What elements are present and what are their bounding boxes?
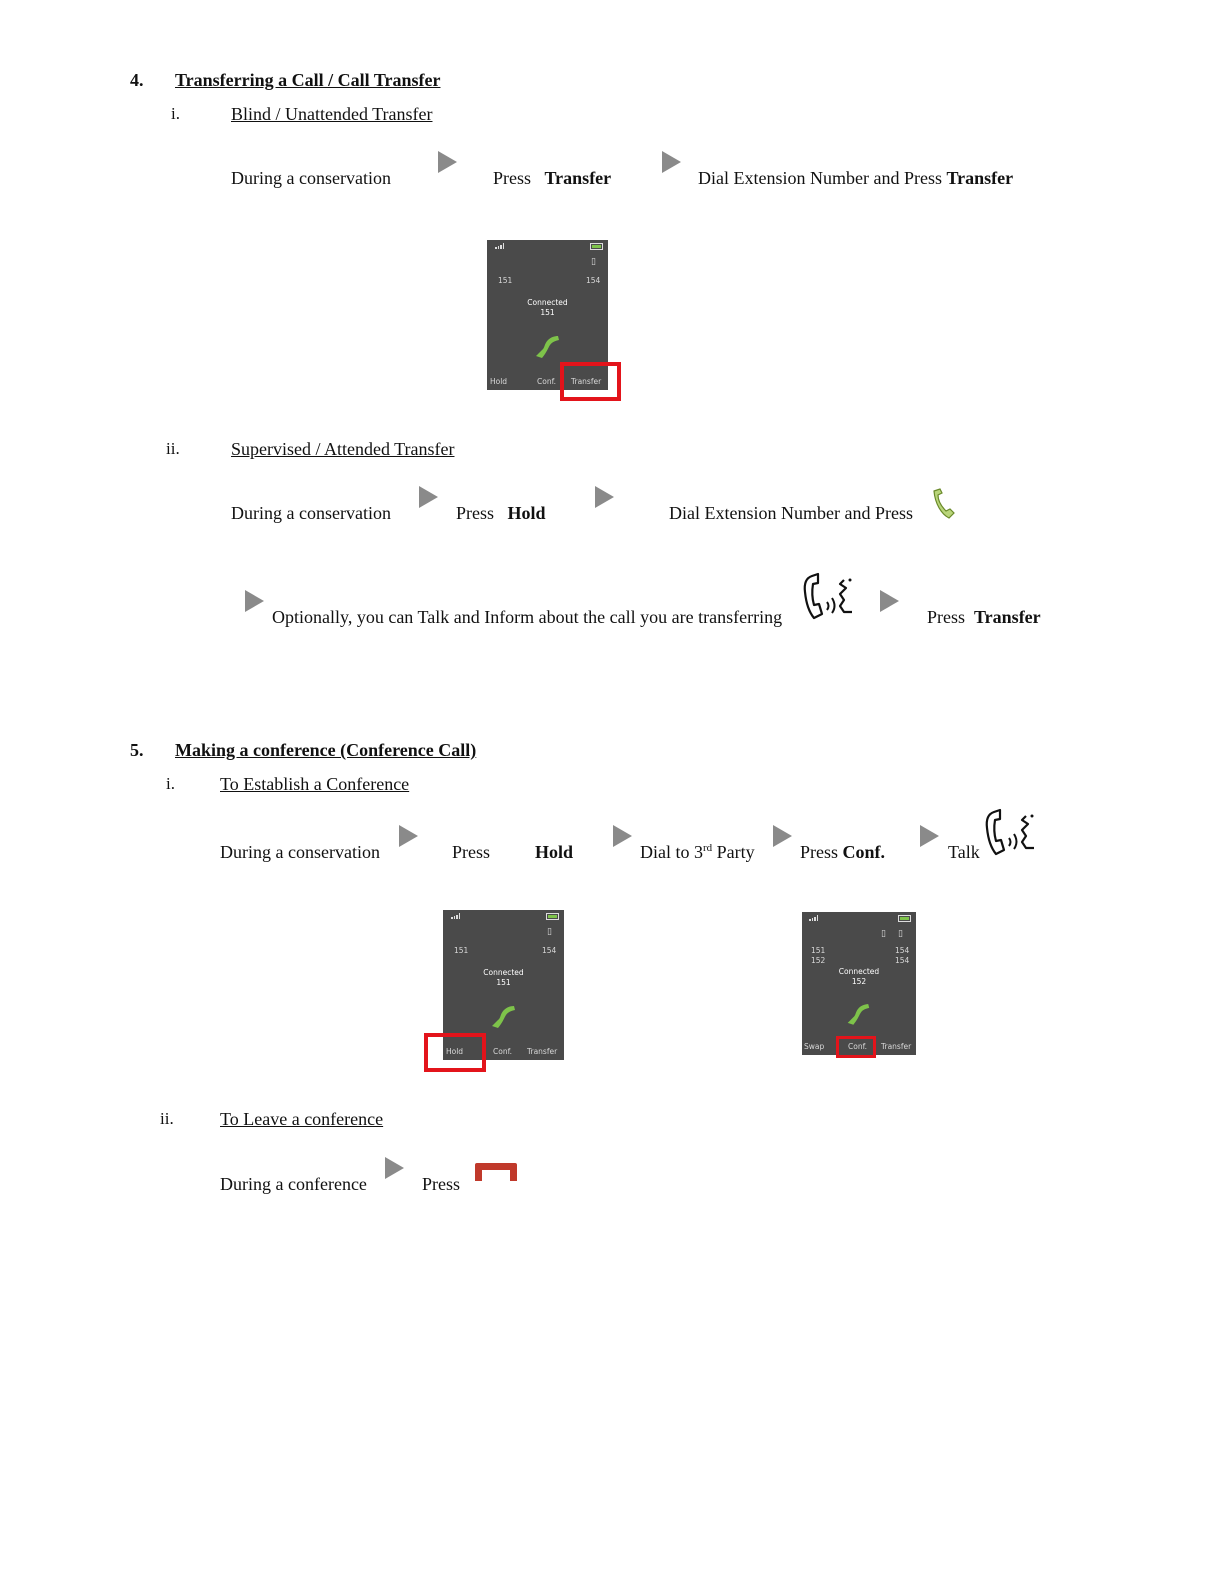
battery-icon	[898, 915, 911, 922]
step-dial-and-transfer: Dial Extension Number and Press Transfer	[698, 168, 1014, 188]
signal-icon	[451, 913, 461, 919]
step-talk: Talk	[948, 842, 980, 862]
step-press-transfer: Press Transfer	[493, 168, 612, 188]
softkey-transfer[interactable]: Transfer	[881, 1042, 912, 1051]
blind-transfer-heading: Blind / Unattended Transfer	[231, 104, 433, 124]
section-4-title: Transferring a Call / Call Transfer	[175, 70, 441, 90]
step-during-conversation: During a conservation	[231, 168, 391, 188]
highlight-conf-softkey	[836, 1036, 876, 1058]
play-arrow-icon	[595, 486, 614, 508]
step-press-hold: Press Hold	[452, 842, 574, 862]
section-5-number: 5.	[130, 740, 144, 760]
softkey-transfer[interactable]: Transfer	[571, 377, 602, 386]
highlight-hold-softkey	[424, 1033, 486, 1072]
leave-conference-heading: To Leave a conference	[220, 1109, 384, 1129]
signal-icon	[809, 915, 819, 921]
softkey-hold[interactable]: Hold	[490, 377, 508, 386]
subsection-numeral: ii.	[166, 439, 180, 458]
step-press: Press	[422, 1174, 461, 1194]
softkey-conf[interactable]: Conf.	[493, 1047, 513, 1056]
right-extension: 154	[895, 956, 910, 965]
subsection-numeral: i.	[171, 104, 180, 123]
signal-icon	[495, 243, 505, 249]
play-arrow-icon	[399, 825, 418, 847]
play-arrow-icon	[920, 825, 939, 847]
call-active-icon	[532, 332, 562, 360]
left-extension: 152	[811, 956, 826, 965]
call-active-icon	[488, 1002, 518, 1030]
talk-icon	[800, 570, 856, 624]
section-4-number: 4.	[130, 70, 144, 90]
softkey-swap[interactable]: Swap	[804, 1042, 825, 1051]
handset-icon: ▯	[898, 929, 903, 939]
step-during-conversation: During a conservation	[231, 503, 391, 523]
subsection-numeral: ii.	[160, 1109, 174, 1128]
play-arrow-icon	[613, 825, 632, 847]
step-press-conf: Press Conf.	[800, 842, 886, 862]
softkey-hold[interactable]: Hold	[446, 1047, 464, 1056]
play-arrow-icon	[245, 590, 264, 612]
call-status-extension: 152	[851, 977, 867, 986]
call-status-extension: 151	[540, 308, 555, 317]
step-dial-extension: Dial Extension Number and Press	[669, 503, 913, 523]
left-extension: 151	[498, 276, 513, 285]
phone-screen-two-calls	[802, 912, 916, 1055]
end-call-icon	[474, 1162, 518, 1182]
subsection-numeral: i.	[166, 774, 175, 793]
talk-icon	[982, 806, 1038, 860]
left-extension: 151	[811, 946, 826, 955]
battery-icon	[546, 913, 559, 920]
softkey-transfer[interactable]: Transfer	[527, 1047, 558, 1056]
call-active-icon	[844, 1000, 872, 1027]
highlight-transfer-softkey	[560, 362, 621, 401]
softkey-conf[interactable]: Conf.	[848, 1042, 868, 1051]
step-during-conversation: During a conservation	[220, 842, 380, 862]
step-during-conference: During a conference	[220, 1174, 367, 1194]
off-hook-icon	[930, 487, 960, 521]
play-arrow-icon	[880, 590, 899, 612]
call-status: Connected	[527, 298, 568, 307]
handset-icon: ▯	[547, 927, 552, 937]
right-extension: 154	[586, 276, 601, 285]
play-arrow-icon	[773, 825, 792, 847]
right-extension: 154	[895, 946, 910, 955]
section-5-title: Making a conference (Conference Call)	[175, 740, 477, 760]
right-extension: 154	[542, 946, 557, 955]
establish-conference-heading: To Establish a Conference	[220, 774, 410, 794]
step-press-transfer: Press Transfer	[927, 607, 1041, 627]
play-arrow-icon	[419, 486, 438, 508]
left-extension: 151	[454, 946, 469, 955]
softkey-conf[interactable]: Conf.	[537, 377, 557, 386]
call-status-extension: 151	[496, 978, 511, 987]
play-arrow-icon	[385, 1157, 404, 1179]
handset-icon: ▯	[881, 929, 886, 939]
step-press-hold: Press Hold	[456, 503, 546, 523]
step-talk-inform: Optionally, you can Talk and Inform about the call you are transferring	[272, 607, 783, 627]
battery-icon	[590, 243, 603, 250]
call-status: Connected	[838, 967, 880, 976]
call-status: Connected	[483, 968, 524, 977]
play-arrow-icon	[662, 151, 681, 173]
supervised-transfer-heading: Supervised / Attended Transfer	[231, 439, 455, 459]
play-arrow-icon	[438, 151, 457, 173]
step-dial-third-party: Dial to 3rd Party	[640, 842, 755, 862]
handset-icon: ▯	[591, 257, 596, 267]
